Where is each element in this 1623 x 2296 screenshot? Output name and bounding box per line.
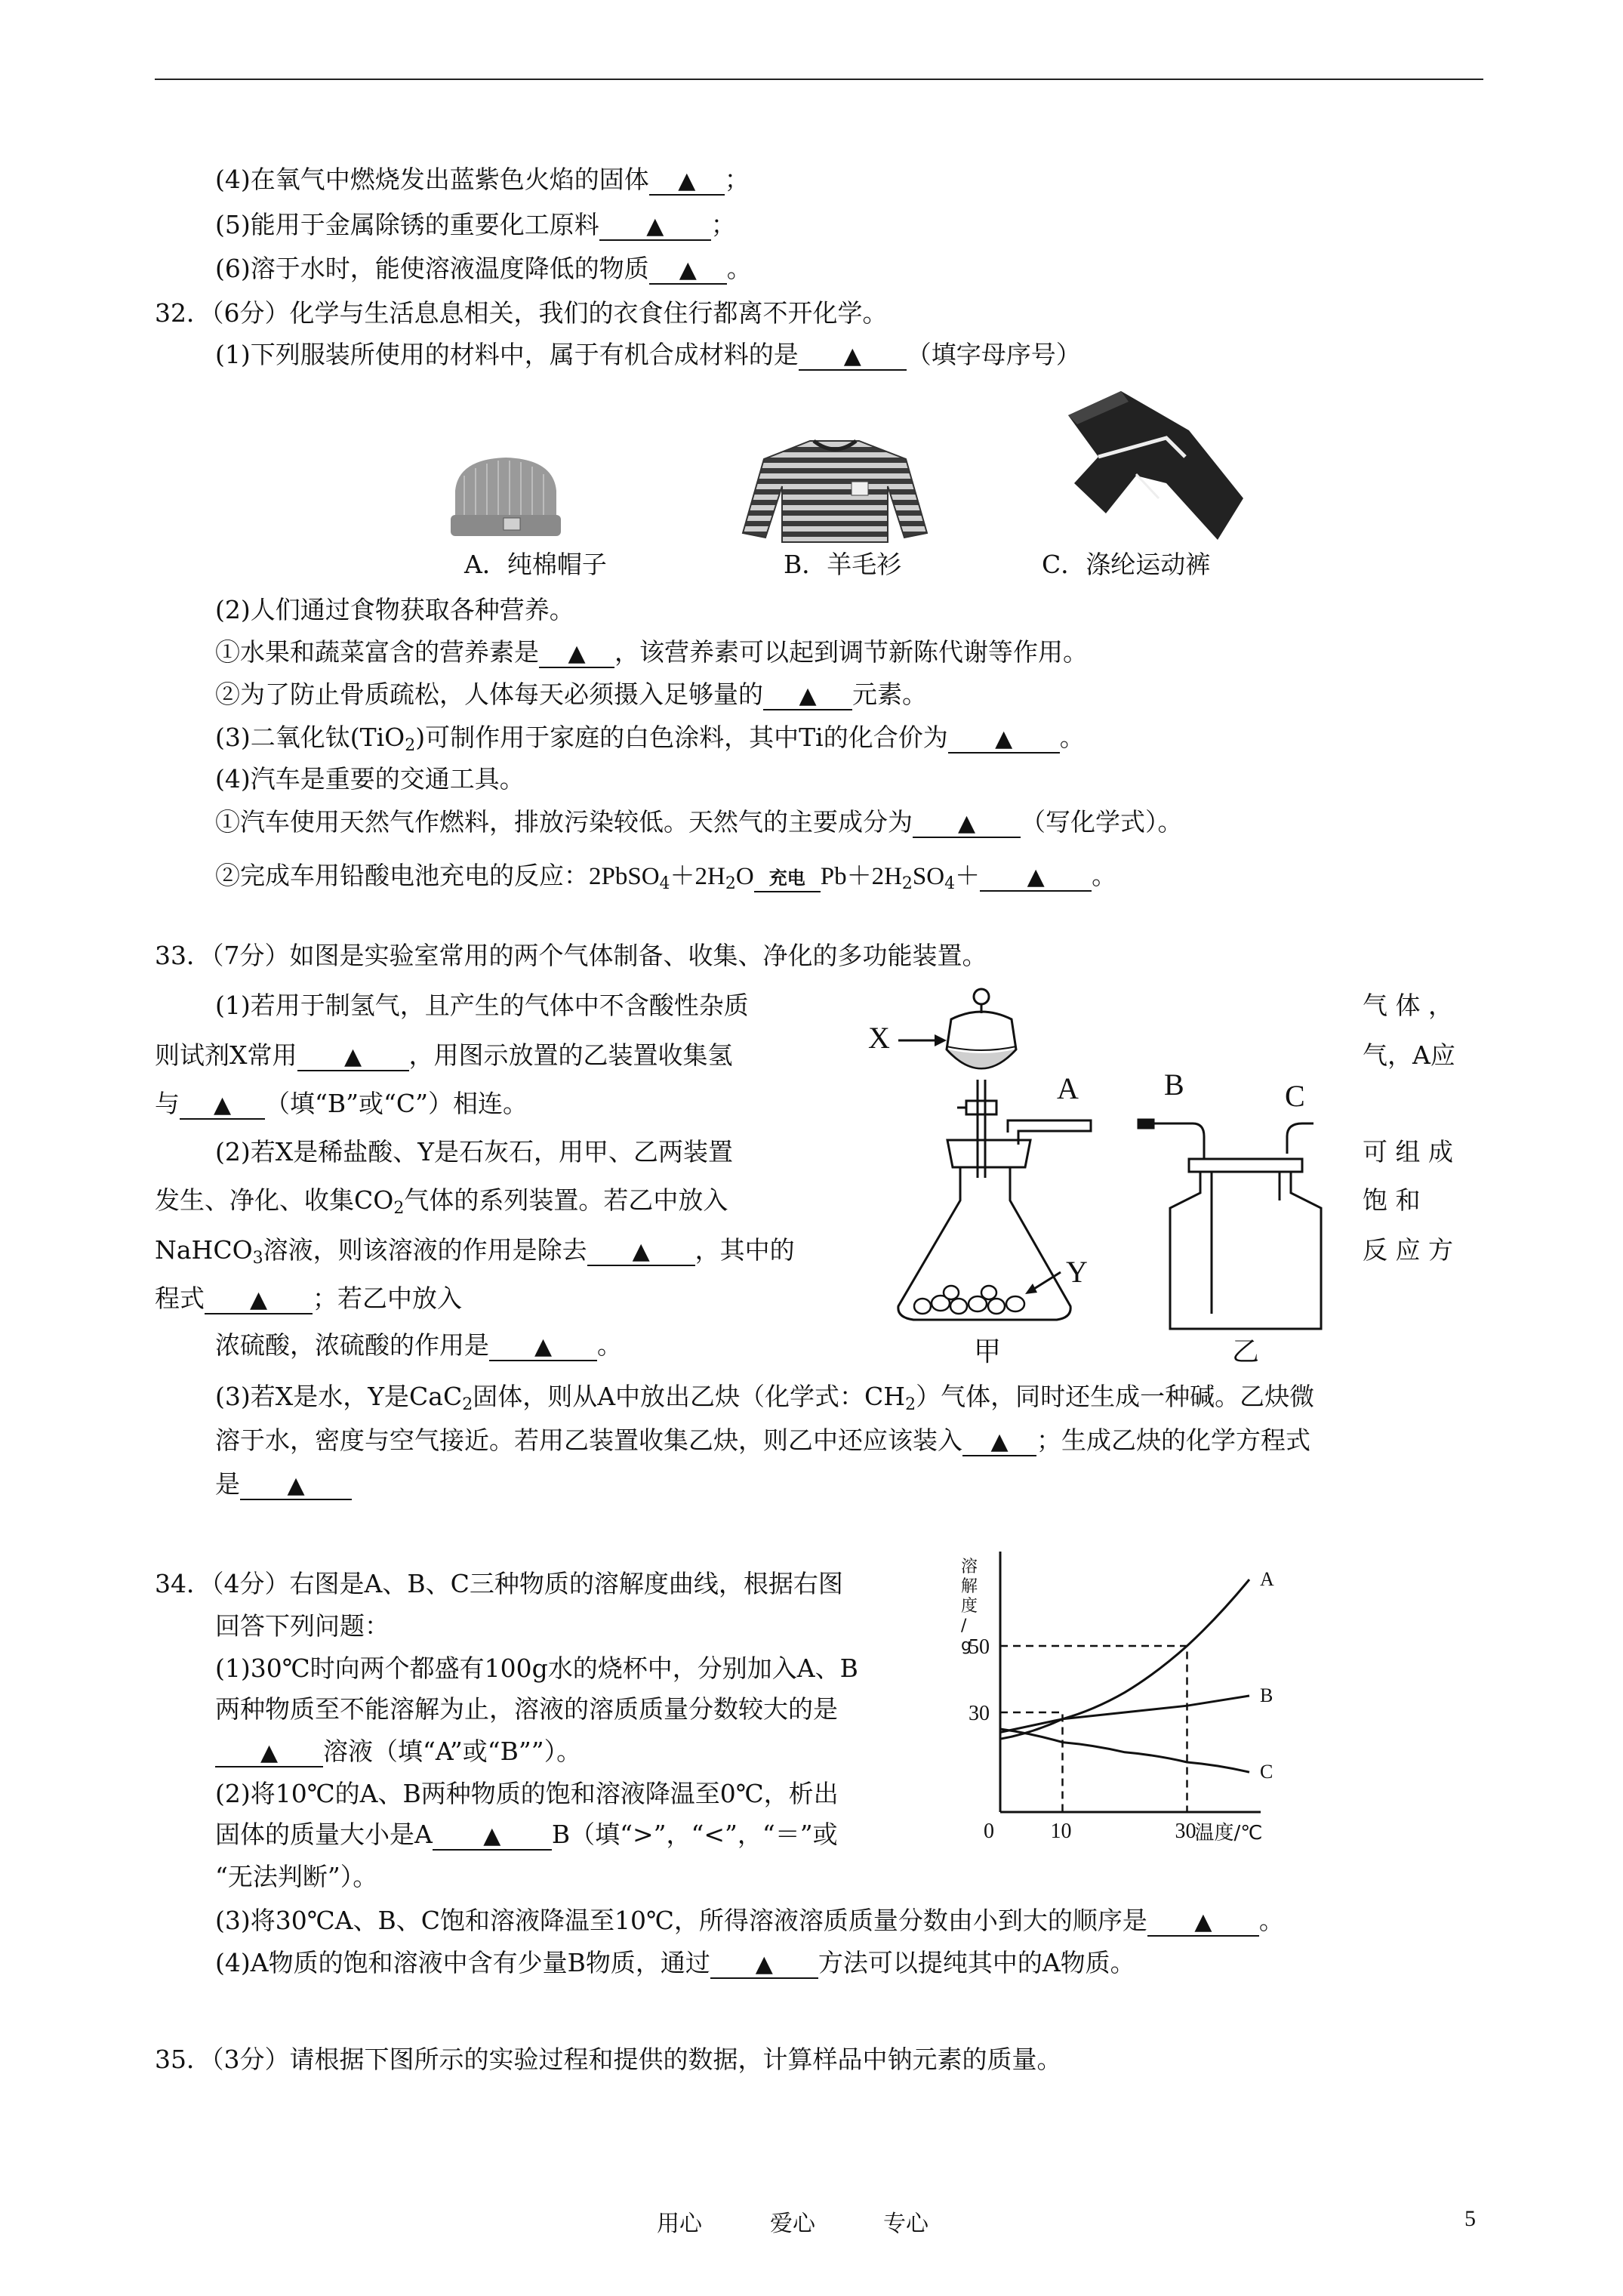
label-a: A (1057, 1071, 1079, 1105)
label-x: X (868, 1021, 890, 1055)
caption-b: B．羊毛衫 (784, 550, 902, 579)
y-axis-label: 溶解度/ g (961, 1558, 978, 1655)
guide-line-0 (1000, 1712, 1063, 1812)
q34-line7: 固体的质量大小是A ▲ B（填“>”，“<”，“＝”或 (215, 1820, 838, 1849)
wool-sweater-image (738, 436, 931, 546)
series-label-B: B (1260, 1684, 1273, 1706)
q32-part2b: ②为了防止骨质疏松，人体每天必须摄入足够量的 ▲ 元素。 (215, 680, 927, 709)
q33-line5: 发生、净化、收集$CO_2$气体的系列装置。若乙中放入 (155, 1185, 728, 1218)
label-y: Y (1066, 1255, 1088, 1289)
guide-line-1 (1000, 1646, 1187, 1812)
q33-line1: (1)若用于制氢气，且产生的气体中不含酸性杂质 (215, 991, 749, 1020)
q33-line2-right: 气，A应 (1363, 1040, 1455, 1070)
q32-part2a: ①水果和蔬菜富含的营养素是 ▲ ，该营养素可以起到调节新陈代谢等作用。 (215, 637, 1088, 667)
q35-heading: 35．（3分）请根据下图所示的实验过程和提供的数据，计算样品中钠元素的质量。 (155, 2045, 1062, 2074)
q34-line3: (1)30℃时向两个都盛有100g水的烧杯中，分别加入A、B (215, 1653, 858, 1683)
x-tick-10: 10 (1050, 1820, 1072, 1843)
series-line-A (1000, 1579, 1249, 1739)
x-axis-label: 温度/℃ (1194, 1822, 1263, 1845)
x-tick-0: 0 (984, 1820, 994, 1843)
series-line-B (1000, 1696, 1249, 1732)
q33-line11: 是 ▲ (215, 1469, 352, 1500)
q32-part4a: ①汽车使用天然气作燃料，排放污染较低。天然气的主要成分为 ▲ （写化学式）。 (215, 807, 1183, 837)
q33-line6-right: 反 应 方 (1363, 1235, 1453, 1265)
q33-line9: (3)若X是水，Y是CaC$_2$固体，则从A中放出乙炔（化学式：$CH_2$）气体，同时还生成一种碱。乙炔微 (215, 1382, 1315, 1414)
q33-line8: 浓硫酸，浓硫酸的作用是 ▲ 。 (215, 1330, 622, 1360)
series-line-C (1000, 1729, 1249, 1772)
q34-line9: (3)将30℃A、B、C饱和溶液降温至10℃，所得溶液溶质质量分数由小到大的顺序是 ▲ 。 (215, 1906, 1284, 1935)
label-jia: 甲 (974, 1336, 1002, 1367)
q33-line6: NaHCO$_3$溶液，则该溶液的作用是除去 ▲ ，其中的 (155, 1235, 795, 1268)
series-label-C: C (1260, 1761, 1273, 1783)
q32-part1: (1)下列服装所使用的材料中，属于有机合成材料的是 ▲ （填字母序号） (215, 340, 1081, 369)
q34-line2: 回答下列问题： (215, 1611, 390, 1641)
q33-line4-right: 可 组 成 (1363, 1137, 1453, 1166)
cotton-hat-image (442, 453, 570, 540)
q34-line6: (2)将10℃的A、B两种物质的饱和溶液降温至0℃，析出 (215, 1779, 839, 1808)
y-tick-50: 50 (969, 1635, 990, 1659)
label-c: C (1285, 1079, 1305, 1113)
q31-item6: (6)溶于水时，能使溶液温度降低的物质 ▲ 。 (215, 254, 752, 283)
q33-line5-right: 饱 和 (1363, 1185, 1421, 1215)
q32-part2: (2)人们通过食物获取各种营养。 (215, 595, 574, 624)
q32-heading: 32．（6分）化学与生活息息相关，我们的衣食住行都离不开化学。 (155, 298, 888, 328)
solubility-chart (947, 1548, 1295, 1865)
header-rule (155, 79, 1483, 80)
q33-line2: 则试剂X常用 ▲ ，用图示放置的乙装置收集氢 (155, 1040, 733, 1070)
q33-line3: 与 ▲ （填“B”或“C”）相连。 (155, 1089, 528, 1118)
polyester-pants-image (1053, 385, 1253, 547)
caption-a: A．纯棉帽子 (464, 550, 607, 579)
q31-item5: (5)能用于金属除锈的重要化工原料 ▲ ； (215, 210, 736, 239)
x-tick-30: 30 (1175, 1820, 1196, 1843)
q33-line10: 溶于水，密度与空气接近。若用乙装置收集乙炔，则乙中还应该装入 ▲ ；生成乙炔的化学方程式 (215, 1425, 1310, 1455)
q34-line8: “无法判断”）。 (215, 1862, 378, 1891)
q31-item4: (4)在氧气中燃烧发出蓝紫色火焰的固体 ▲ ； (215, 165, 750, 194)
series-label-A: A (1260, 1568, 1274, 1590)
label-yi: 乙 (1232, 1336, 1260, 1367)
q34-line10: (4)A物质的饱和溶液中含有少量B物质，通过 ▲ 方法可以提纯其中的A物质。 (215, 1948, 1135, 1977)
q33-line7: 程式 ▲ ；若乙中放入 (155, 1284, 462, 1313)
q32-part4: (4)汽车是重要的交通工具。 (215, 764, 525, 794)
y-tick-30: 30 (969, 1702, 990, 1725)
footer-motto: 用心 爱心 专心 (657, 2211, 929, 2237)
page-number: 5 (1464, 2206, 1476, 2231)
gas-apparatus-figure (868, 974, 1366, 1367)
caption-c: C．涤纶运动裤 (1042, 550, 1211, 579)
q33-line1-right: 气 体 ， (1363, 991, 1453, 1020)
q34-line5: ▲ 溶液（填“A”或“B””）。 (215, 1737, 581, 1767)
q33-heading: 33．（7分）如图是实验室常用的两个气体制备、收集、净化的多功能装置。 (155, 941, 987, 970)
label-b: B (1164, 1068, 1184, 1102)
q34-line4: 两种物质至不能溶解为止，溶液的溶质质量分数较大的是 (215, 1694, 838, 1724)
q33-line4: (2)若X是稀盐酸、Y是石灰石，用甲、乙两装置 (215, 1137, 734, 1166)
q32-part4b: ②完成车用铅酸电池充电的反应：$2PbSO_4+2H_2O$ 充电 $Pb+2H_2SO_4+$ ▲ 。 (215, 861, 1117, 893)
charge-condition: 充电 (754, 865, 821, 892)
q34-heading: 34．（4分）右图是A、B、C三种物质的溶解度曲线，根据右图 (155, 1569, 843, 1598)
q32-part3: (3)二氧化钛(TiO$_2$)可制作用于家庭的白色涂料，其中Ti的化合价为 ▲ 。 (215, 723, 1085, 755)
